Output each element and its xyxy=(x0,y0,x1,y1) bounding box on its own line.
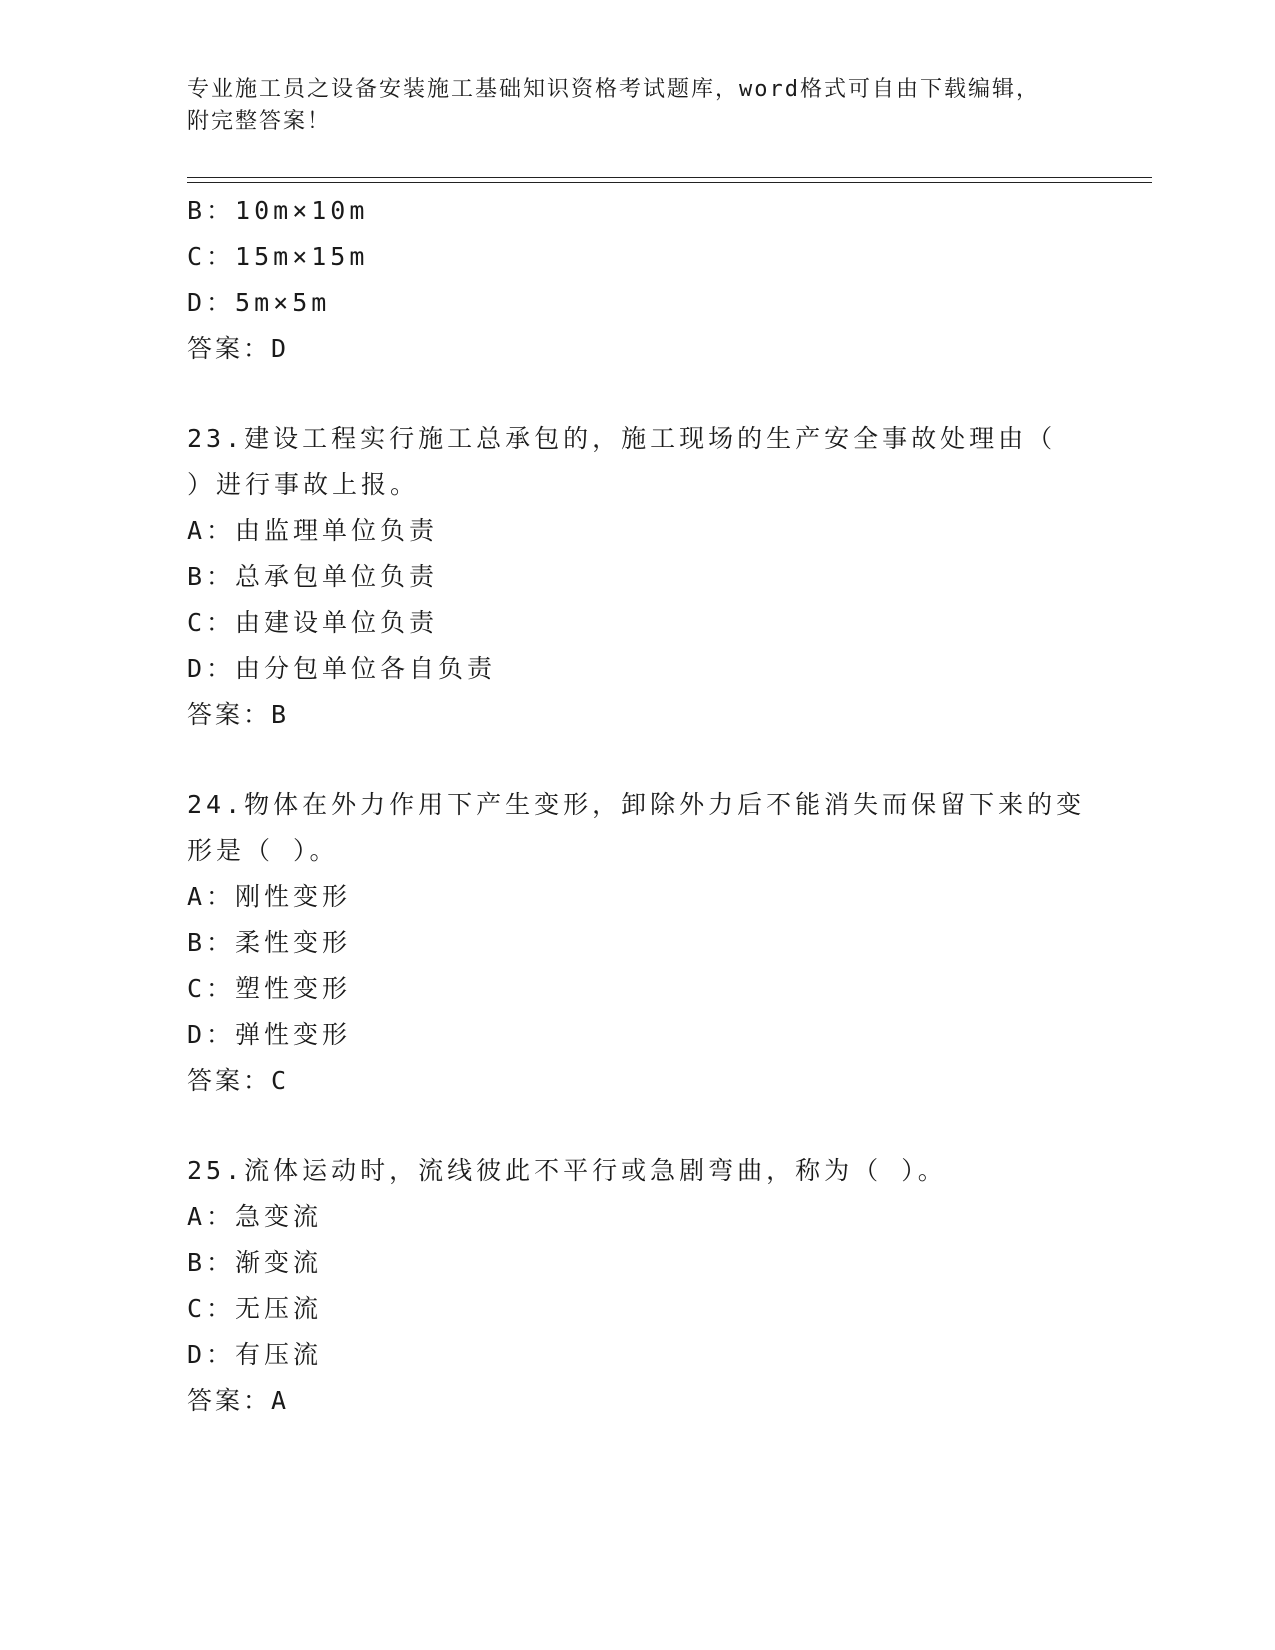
question-stem: 25.流体运动时，流线彼此不平行或急剧弯曲，称为（ ）。 xyxy=(187,1156,947,1185)
option-b: B：10m×10m xyxy=(187,196,369,225)
spacer xyxy=(187,738,1087,782)
question-stem: 23.建设工程实行施工总承包的，施工现场的生产安全事故处理由（ xyxy=(187,424,1057,453)
option-a: A：急变流 xyxy=(187,1202,323,1231)
option-c: C：15m×15m xyxy=(187,242,369,271)
answer: 答案：A xyxy=(187,1386,290,1415)
spacer xyxy=(187,372,1087,416)
answer: 答案：C xyxy=(187,1066,290,1095)
question-23 xyxy=(187,416,1087,738)
question-stem-continued: ）进行事故上报。 xyxy=(187,470,420,499)
header-divider-bottom xyxy=(187,182,1152,183)
question-list xyxy=(187,188,1087,1424)
question-22-continued xyxy=(187,188,1087,372)
option-d: D：5m×5m xyxy=(187,288,331,317)
answer: 答案：D xyxy=(187,334,290,363)
question-stem-continued: 形是（ ）。 xyxy=(187,836,339,865)
answer: 答案：B xyxy=(187,700,290,729)
option-b: B：柔性变形 xyxy=(187,928,352,957)
option-c: C：塑性变形 xyxy=(187,974,352,1003)
option-d: D：由分包单位各自负责 xyxy=(187,654,497,683)
option-a: A：由监理单位负责 xyxy=(187,516,439,545)
question-24 xyxy=(187,782,1087,1104)
spacer xyxy=(187,1104,1087,1148)
option-c: C：无压流 xyxy=(187,1294,323,1323)
question-stem: 24.物体在外力作用下产生变形，卸除外力后不能消失而保留下来的变 xyxy=(187,790,1086,819)
option-d: D：弹性变形 xyxy=(187,1020,352,1049)
header-divider-top xyxy=(187,177,1152,178)
header-line-2: 附完整答案！ xyxy=(187,109,332,134)
document-header xyxy=(187,74,1087,138)
header-line-1: 专业施工员之设备安装施工基础知识资格考试题库，word格式可自由下载编辑， xyxy=(187,77,1040,102)
option-a: A：刚性变形 xyxy=(187,882,352,911)
option-d: D：有压流 xyxy=(187,1340,323,1369)
option-b: B：总承包单位负责 xyxy=(187,562,439,591)
option-b: B：渐变流 xyxy=(187,1248,323,1277)
question-25 xyxy=(187,1148,1087,1424)
option-c: C：由建设单位负责 xyxy=(187,608,439,637)
